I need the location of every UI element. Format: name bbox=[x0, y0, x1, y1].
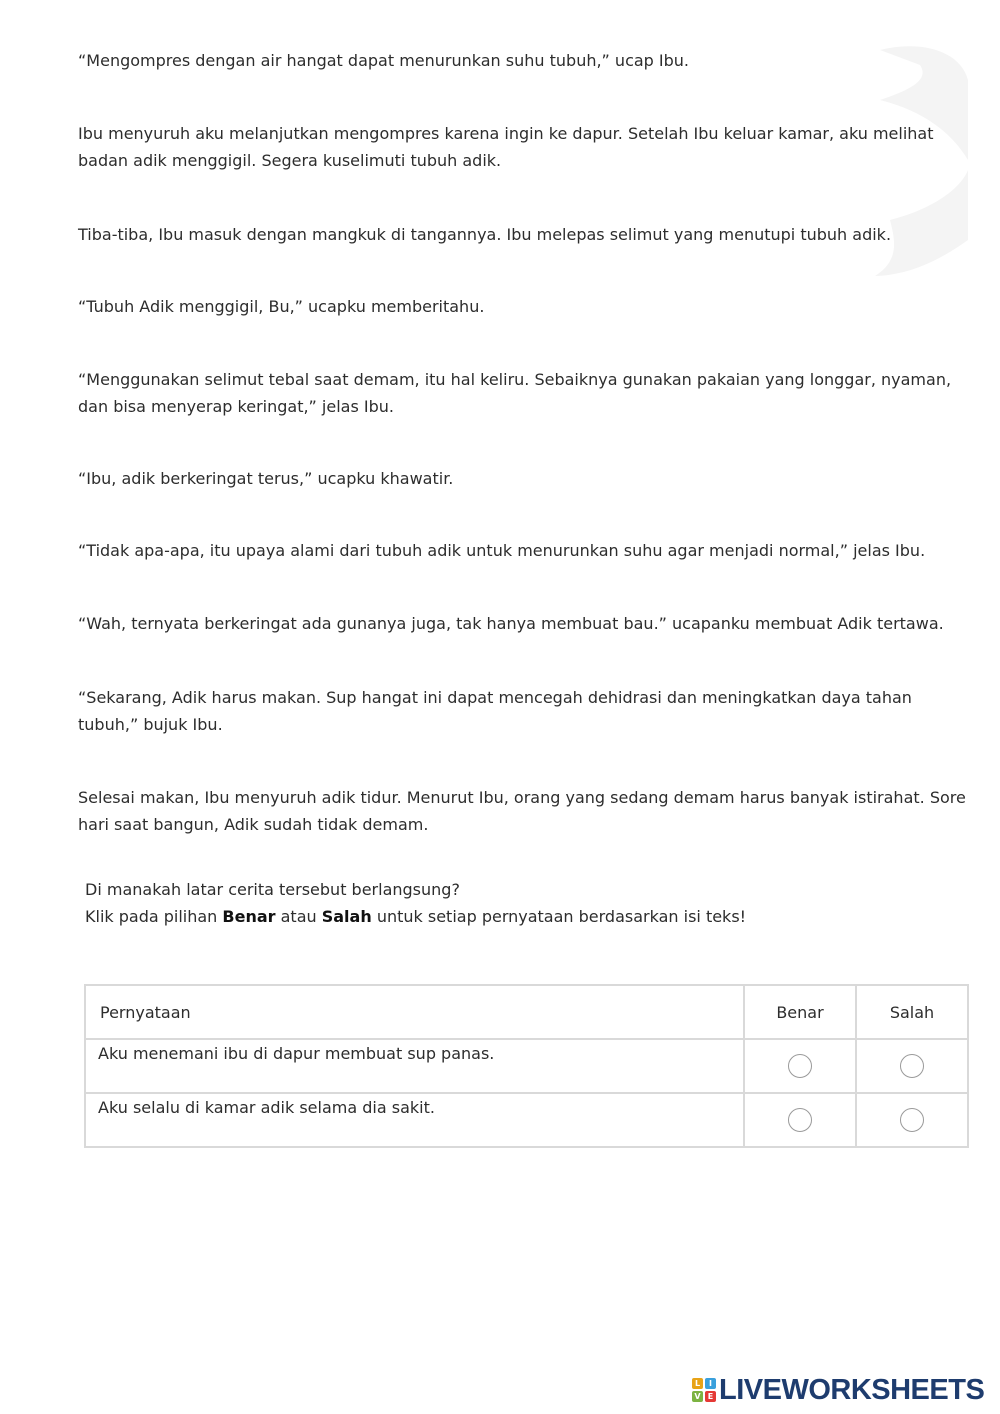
table-row bbox=[85, 1039, 968, 1093]
story-paragraph-4: “Tubuh Adik menggigil, Bu,” ucapku memberitahu. bbox=[78, 297, 485, 316]
row-2-benar-radio[interactable] bbox=[788, 1108, 812, 1132]
instruction-text: Klik pada pilihan bbox=[85, 907, 223, 926]
liveworksheets-logo bbox=[692, 1374, 984, 1406]
row-2-salah-radio[interactable] bbox=[900, 1108, 924, 1132]
row-2-salah-cell bbox=[856, 1093, 968, 1147]
header-salah: Salah bbox=[856, 985, 968, 1039]
instruction-atau: atau bbox=[275, 907, 322, 926]
logo-text: LIVEWORKSHEETS bbox=[719, 1373, 985, 1406]
row-1-salah-cell bbox=[856, 1039, 968, 1093]
table-header-row bbox=[85, 985, 968, 1039]
story-paragraph-1: “Mengompres dengan air hangat dapat menurunkan suhu tubuh,” ucap Ibu. bbox=[78, 51, 690, 70]
story-paragraph-10: Selesai makan, Ibu menyuruh adik tidur. Menurut Ibu, orang yang sedang demam harus banyak istirahat. Sore hari saat bangun, Adik sudah tidak demam. bbox=[78, 788, 966, 834]
instruction-text-end: untuk setiap pernyataan berdasarkan isi teks! bbox=[371, 907, 747, 926]
logo-tile-i: I bbox=[705, 1378, 716, 1389]
true-false-table bbox=[84, 984, 969, 1148]
instruction-benar: Benar bbox=[222, 907, 276, 926]
story-paragraph-9: “Sekarang, Adik harus makan. Sup hangat ini dapat mencegah dehidrasi dan meningkatkan daya tahan tubuh,” bujuk Ibu. bbox=[78, 688, 912, 734]
logo-tile-e: E bbox=[705, 1391, 716, 1402]
statement-2: Aku selalu di kamar adik selama dia sakit. bbox=[85, 1093, 744, 1147]
row-1-salah-radio[interactable] bbox=[900, 1054, 924, 1078]
table-row bbox=[85, 1093, 968, 1147]
story-paragraph-8: “Wah, ternyata berkeringat ada gunanya juga, tak hanya membuat bau.” ucapanku membuat Adik tertawa. bbox=[78, 614, 944, 633]
row-1-benar-cell bbox=[744, 1039, 856, 1093]
logo-tile-l: L bbox=[692, 1378, 703, 1389]
story-paragraph-7: “Tidak apa-apa, itu upaya alami dari tubuh adik untuk menurunkan suhu agar menjadi normal,” jelas Ibu. bbox=[78, 541, 926, 560]
question-block bbox=[85, 876, 965, 930]
question-text: Di manakah latar cerita tersebut berlangsung? bbox=[85, 880, 460, 899]
story-paragraph-5: “Menggunakan selimut tebal saat demam, itu hal keliru. Sebaiknya gunakan pakaian yang longgar, nyaman, dan bisa menyerap keringat,” jelas Ibu. bbox=[78, 370, 952, 416]
row-1-benar-radio[interactable] bbox=[788, 1054, 812, 1078]
story-paragraph-3: Tiba-tiba, Ibu masuk dengan mangkuk di tangannya. Ibu melepas selimut yang menutupi tubuh adik. bbox=[78, 225, 892, 244]
story-paragraph-2: Ibu menyuruh aku melanjutkan mengompres karena ingin ke dapur. Setelah Ibu keluar kamar, aku melihat badan adik menggigil. Segera kuselimuti tubuh adik. bbox=[78, 124, 934, 170]
header-benar: Benar bbox=[744, 985, 856, 1039]
row-2-benar-cell bbox=[744, 1093, 856, 1147]
instruction-salah: Salah bbox=[321, 907, 372, 926]
logo-icon bbox=[692, 1378, 716, 1402]
logo-tile-v: V bbox=[692, 1391, 703, 1402]
header-statement: Pernyataan bbox=[85, 985, 744, 1039]
question-instruction bbox=[85, 903, 965, 930]
statement-1: Aku menemani ibu di dapur membuat sup panas. bbox=[85, 1039, 744, 1093]
story-paragraph-6: “Ibu, adik berkeringat terus,” ucapku khawatir. bbox=[78, 469, 454, 488]
